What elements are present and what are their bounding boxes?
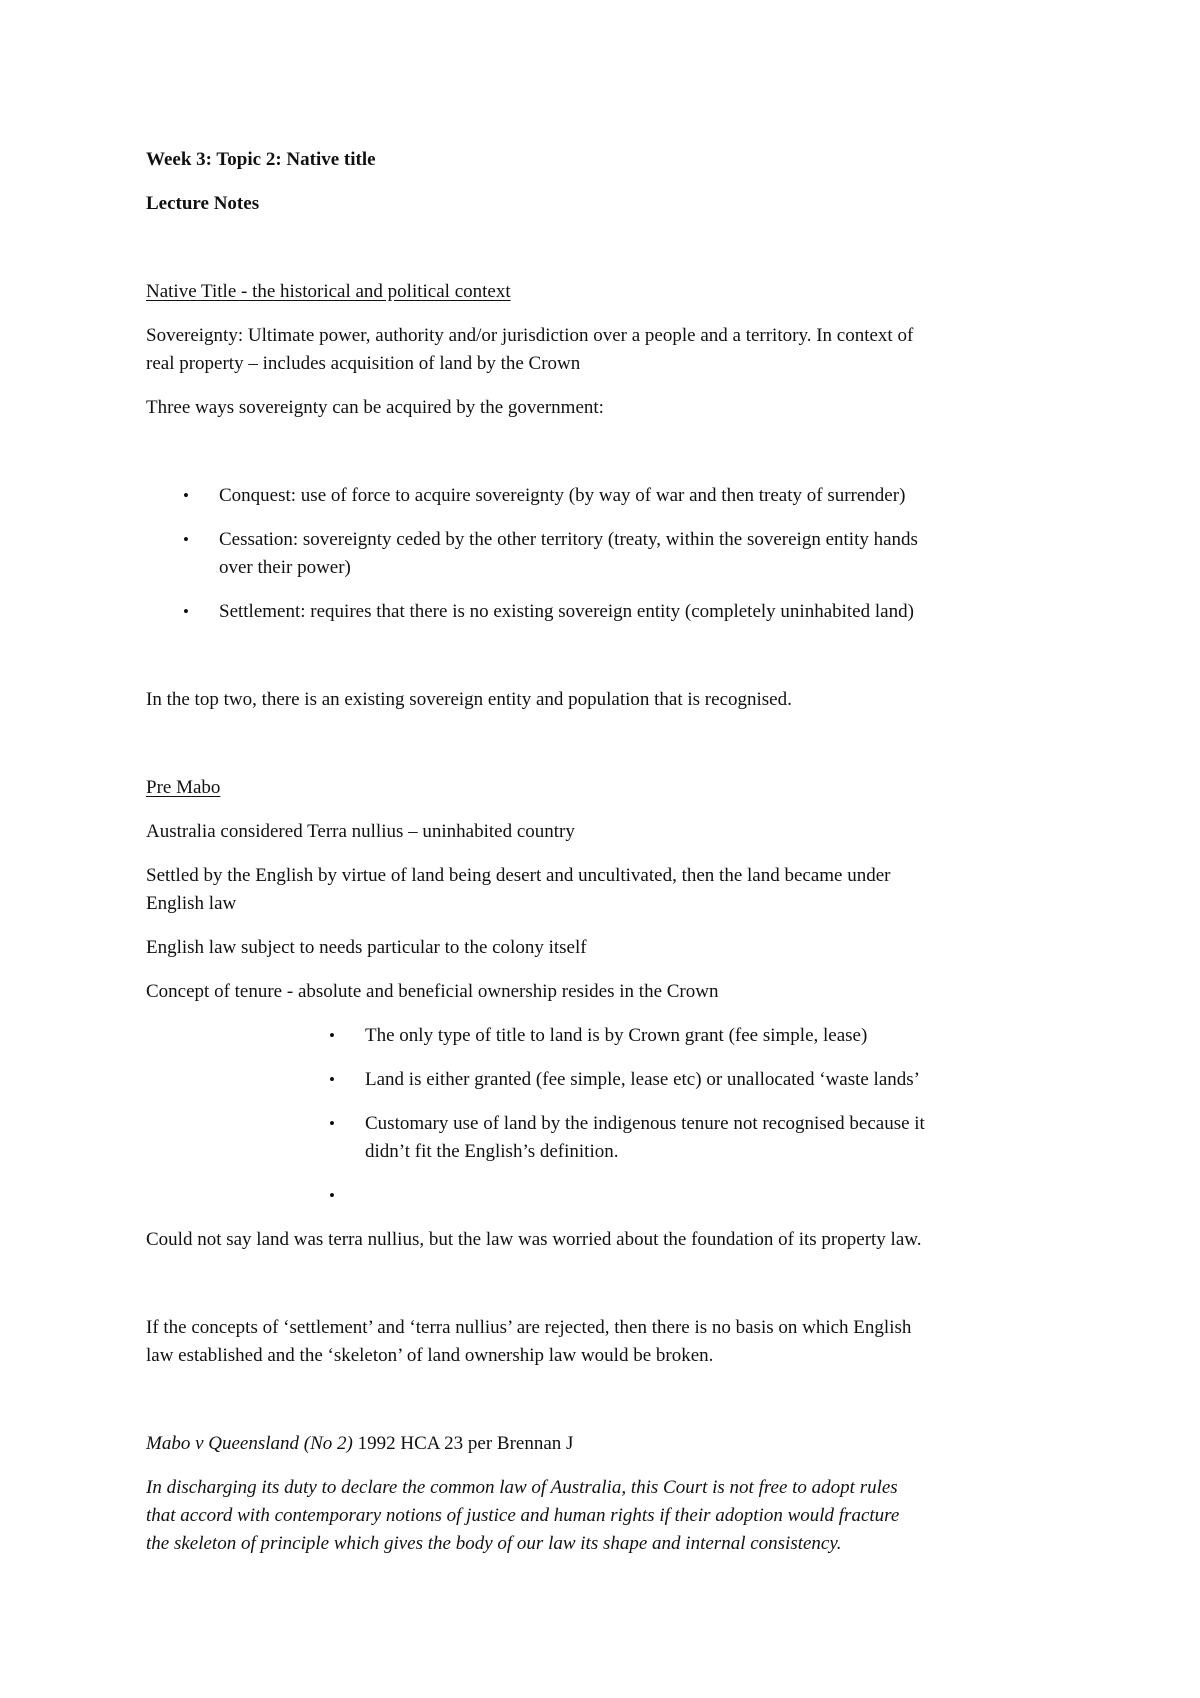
bullet-glyph: • — [329, 1114, 335, 1133]
bullet-customary-use-line2: didn’t fit the English’s definition. — [365, 1141, 619, 1162]
settled-paragraph-line1: Settled by the English by virtue of land being desert and uncultivated, then the land became under — [146, 865, 891, 886]
case-quote-line3: the skeleton of principle which gives the body of our law its shape and internal consistency. — [146, 1533, 842, 1554]
section-title-pre-mabo: Pre Mabo — [146, 777, 221, 798]
sovereignty-paragraph-line2: real property – includes acquisition of land by the Crown — [146, 353, 581, 374]
bullet-cessation-line2: over their power) — [219, 557, 351, 578]
bullet-glyph: • — [183, 486, 189, 505]
terra-nullius-paragraph: Australia considered Terra nullius – uninhabited country — [146, 821, 575, 842]
top-two-paragraph: In the top two, there is an existing sovereign entity and population that is recognised. — [146, 689, 792, 710]
bullet-glyph: • — [183, 530, 189, 549]
if-concepts-paragraph-line1: If the concepts of ‘settlement’ and ‘terra nullius’ are rejected, then there is no basis on which English — [146, 1317, 912, 1338]
case-name: Mabo v Queensland (No 2) — [146, 1433, 353, 1454]
english-law-paragraph: English law subject to needs particular to the colony itself — [146, 937, 587, 958]
could-not-paragraph: Could not say land was terra nullius, but the law was worried about the foundation of its property law. — [146, 1229, 922, 1250]
case-citation — [146, 1430, 573, 1457]
bullet-conquest: Conquest: use of force to acquire sovereignty (by way of war and then treaty of surrender) — [219, 485, 906, 506]
document-heading: Week 3: Topic 2: Native title — [146, 149, 376, 170]
case-reference: 1992 HCA 23 per Brennan J — [352, 1433, 574, 1454]
bullet-glyph: • — [329, 1070, 335, 1089]
bullet-glyph: • — [329, 1026, 335, 1045]
section-title-native-title: Native Title - the historical and political context — [146, 281, 511, 302]
case-quote-line1: In discharging its duty to declare the common law of Australia, this Court is not free to adopt rules — [146, 1477, 898, 1498]
bullet-crown-grant: The only type of title to land is by Crown grant (fee simple, lease) — [365, 1025, 868, 1046]
case-quote-line2: that accord with contemporary notions of justice and human rights if their adoption would fracture — [146, 1505, 900, 1526]
document-subheading: Lecture Notes — [146, 193, 260, 214]
settled-paragraph-line2: English law — [146, 893, 237, 914]
bullet-customary-use-line1: Customary use of land by the indigenous tenure not recognised because it — [365, 1113, 925, 1134]
bullet-cessation-line1: Cessation: sovereignty ceded by the other territory (treaty, within the sovereign entity hands — [219, 529, 918, 550]
bullet-glyph: • — [329, 1186, 335, 1205]
if-concepts-paragraph-line2: law established and the ‘skeleton’ of land ownership law would be broken. — [146, 1345, 714, 1366]
bullet-glyph: • — [183, 602, 189, 621]
bullet-land-granted: Land is either granted (fee simple, lease etc) or unallocated ‘waste lands’ — [365, 1069, 920, 1090]
sovereignty-paragraph-line1: Sovereignty: Ultimate power, authority and/or jurisdiction over a people and a territory. In context of — [146, 325, 914, 346]
tenure-paragraph: Concept of tenure - absolute and beneficial ownership resides in the Crown — [146, 981, 719, 1002]
bullet-settlement: Settlement: requires that there is no existing sovereign entity (completely uninhabited land) — [219, 601, 914, 622]
three-ways-paragraph: Three ways sovereignty can be acquired by the government: — [146, 397, 604, 418]
